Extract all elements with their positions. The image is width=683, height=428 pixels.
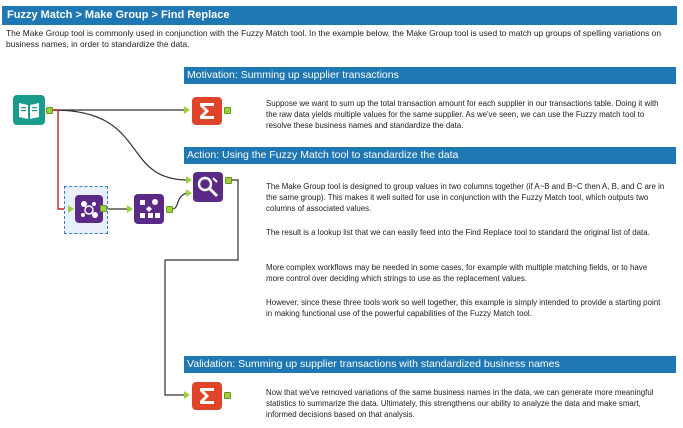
- validation-heading: Validation: Summing up supplier transactions with standardized business names: [184, 356, 676, 373]
- sigma-icon: [192, 97, 222, 125]
- make-group-tool[interactable]: [134, 194, 164, 224]
- makegroup-output-anchor[interactable]: [166, 206, 173, 213]
- find-replace-icon: [193, 172, 223, 202]
- summarize2-output-anchor[interactable]: [224, 392, 231, 399]
- fuzzy-match-tool[interactable]: [64, 186, 108, 234]
- action-text-3: More complex workflows may be needed in some cases, for example with multiple matching fields, or to have more control over deciding which strings to use as the replacement values.: [266, 263, 648, 283]
- action-text-1: The Make Group tool is designed to group values in two columns together (if A~B and B~C then A, B, and C are in the same group). This makes it well suited for use in conjunction with the Fuzzy Match tool, which outputs two columns of associated values.: [266, 182, 665, 213]
- summarize-tool-1[interactable]: [192, 97, 222, 125]
- motivation-heading: Motivation: Summing up supplier transactions: [184, 67, 676, 84]
- motivation-text: Suppose we want to sum up the total transaction amount for each supplier in our transactions table. Doing it with the raw data yields multiple values for the same supplier. As we've seen, we can use the Fuzzy match tool to resolve these business names and standardize the data.: [266, 99, 659, 130]
- find-replace-tool[interactable]: [193, 172, 223, 202]
- sigma-icon: [192, 382, 222, 410]
- fuzzy-output-anchor[interactable]: [100, 205, 107, 212]
- summarize-tool-2[interactable]: [192, 382, 222, 410]
- intro-text: The Make Group tool is commonly used in conjunction with the Fuzzy Match tool. In the example below, the Make Group tool is used to match up groups of spelling variations on business names, in order to standardize the data.: [6, 28, 661, 49]
- action-heading: Action: Using the Fuzzy Match tool to standardize the data: [184, 147, 676, 164]
- input-output-anchor[interactable]: [46, 107, 53, 114]
- validation-text: Now that we've removed variations of the same business names in the data, we can generate more meaningful statistics to summarize the data. Ultimately, this strengthens our ability to analyze the data and make smart, informed decisions based on that analysis.: [266, 388, 654, 419]
- fuzzy-match-icon: [75, 195, 103, 223]
- findreplace-output-anchor[interactable]: [225, 177, 232, 184]
- page-title: Fuzzy Match > Make Group > Find Replace: [2, 6, 677, 25]
- input-data-tool[interactable]: [13, 95, 45, 125]
- action-text-2: The result is a lookup list that we can easily feed into the Find Replace tool to standard the original list of data.: [266, 228, 650, 237]
- summarize-output-anchor[interactable]: [224, 107, 231, 114]
- fuzzy-input-anchor[interactable]: [68, 205, 74, 213]
- make-group-icon: [134, 194, 164, 224]
- book-icon: [13, 95, 45, 125]
- action-text-4: However, since these three tools work so well together, this example is simply intended to provide a starting point in making functional use of the powerful capabilities of the Fuzzy Match tool.: [266, 298, 661, 318]
